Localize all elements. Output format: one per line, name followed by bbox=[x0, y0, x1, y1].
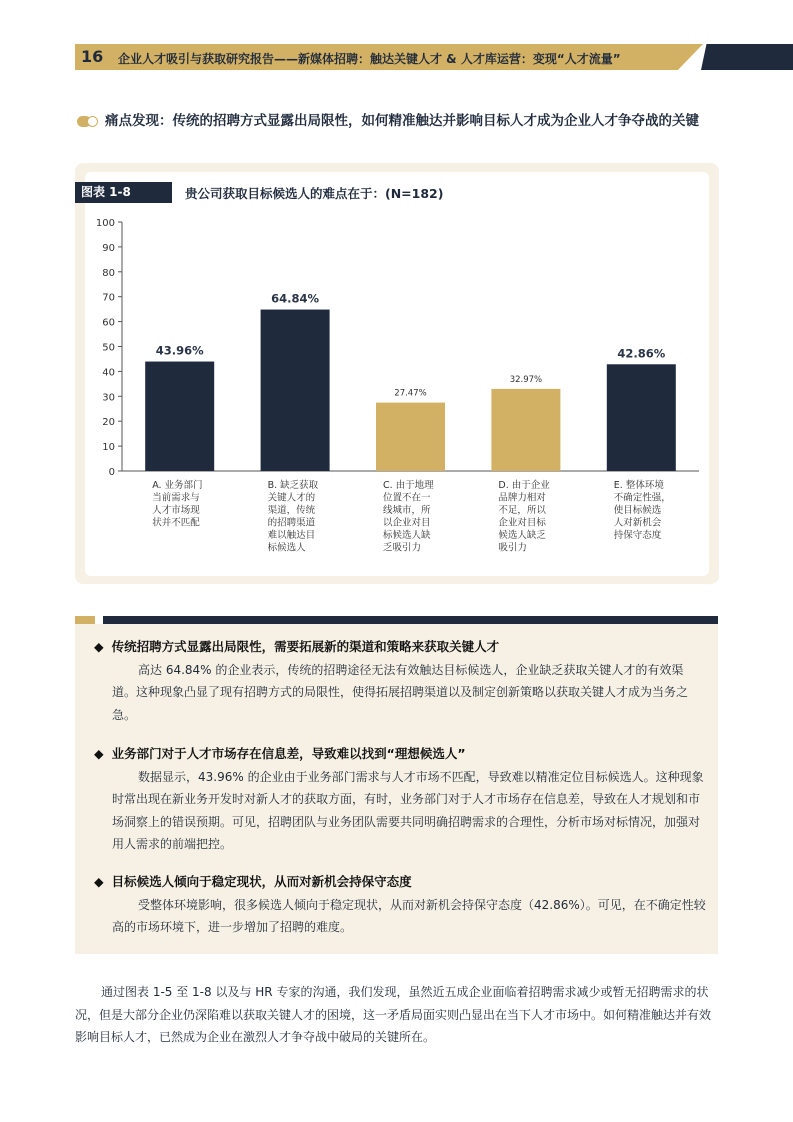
y-tick-label: 80 bbox=[102, 267, 115, 279]
bar-5 bbox=[607, 364, 676, 471]
data-label-1: 43.96% bbox=[155, 343, 204, 358]
bar-1 bbox=[145, 362, 214, 471]
category-label-3: 标候选人缺 bbox=[383, 530, 431, 541]
category-label-4: 候选人缺乏 bbox=[498, 530, 546, 541]
category-label-5: E. 整体环境 bbox=[613, 480, 664, 491]
category-label-1: 人才市场现 bbox=[152, 505, 200, 516]
category-label-2: B. 缺乏获取 bbox=[267, 480, 319, 491]
section-bar-dark bbox=[103, 616, 718, 624]
data-label-5: 42.86% bbox=[617, 346, 666, 361]
category-label-2: 难以触达目 bbox=[267, 530, 316, 541]
category-label-4: 企业对目标 bbox=[498, 517, 546, 529]
category-label-5: 持保守态度 bbox=[613, 530, 662, 541]
y-tick-label: 20 bbox=[102, 417, 115, 429]
diamond-bullet-icon: ◆ bbox=[94, 874, 104, 889]
category-label-1: 状并不匹配 bbox=[152, 517, 200, 529]
category-label-2: 渠道，传统 bbox=[267, 505, 316, 516]
header-accent bbox=[701, 44, 793, 70]
category-label-5: 使目标候选 bbox=[613, 505, 662, 516]
finding-3-title: 目标候选人倾向于稳定现状，从而对新机会持保守态度 bbox=[111, 874, 412, 889]
y-tick-label: 50 bbox=[102, 342, 115, 354]
y-tick-label: 40 bbox=[102, 367, 115, 379]
category-label-3: 以企业对目 bbox=[383, 517, 431, 529]
category-label-2: 标候选人 bbox=[267, 542, 306, 554]
finding-1-body: 高达 64.84% 的企业表示，传统的招聘途径无法有效触达目标候选人，企业缺乏获取关键人才的有效渠道。这种现象凸显了现有招聘方式的局限性，使得拓展招聘渠道以及制定创新策略以获取关键人才成为当务之急。 bbox=[112, 662, 689, 722]
finding-3 bbox=[94, 871, 706, 939]
figure-title: 贵公司获取目标候选人的难点在于：(N=182) bbox=[185, 186, 444, 201]
pain-point-heading bbox=[77, 110, 719, 132]
category-label-3: 乏吸引力 bbox=[383, 542, 422, 554]
category-label-4: 吸引力 bbox=[498, 542, 527, 554]
header-title: 企业人才吸引与获取研究报告——新媒体招聘：触达关键人才 & 人才库运营：变现“人才流量” bbox=[118, 52, 621, 66]
section-bar-gold bbox=[75, 616, 95, 624]
category-label-5: 不确定性强， bbox=[613, 492, 671, 504]
category-label-5: 人对新机会 bbox=[613, 517, 662, 529]
page-number: 16 bbox=[81, 47, 104, 66]
category-label-3: 线城市，所 bbox=[383, 505, 431, 516]
data-label-4: 32.97% bbox=[509, 374, 543, 385]
diamond-bullet-icon: ◆ bbox=[94, 639, 104, 654]
y-tick-label: 70 bbox=[102, 292, 115, 304]
data-label-3: 27.47% bbox=[394, 388, 427, 399]
finding-3-body: 受整体环境影响，很多候选人倾向于稳定现状，从而对新机会持保守态度（42.86%）。可见，在不确定性较高的市场环境下，进一步增加了招聘的难度。 bbox=[112, 897, 706, 934]
figure-label: 图表 1-8 bbox=[75, 182, 172, 203]
category-label-1: 当前需求与 bbox=[152, 492, 200, 504]
category-label-3: 位置不在一 bbox=[383, 492, 431, 504]
category-label-4: D. 由于企业 bbox=[498, 480, 550, 491]
y-tick-label: 60 bbox=[102, 317, 115, 329]
diamond-bullet-icon: ◆ bbox=[94, 746, 104, 761]
finding-2-body: 数据显示，43.96% 的企业由于业务部门需求与人才市场不匹配，导致难以精准定位目标候选人。这种现象时常出现在新业务开发时对新人才的获取方面，有时，业务部门对于人才市场存在信息差，导致在人才规划和市场洞察上的错误预期。可见，招聘团队与业务团队需要共同明确招聘需求的合理性，分析市场对标情况，加强对用人需求的前端把控。 bbox=[112, 769, 704, 851]
closing-paragraph: 通过图表 1-5 至 1-8 以及与 HR 专家的沟通，我们发现，虽然近五成企业面临着招聘需求减少或暂无招聘需求的状况，但是大部分企业仍深陷难以获取关键人才的困境，这一矛盾局面实则凸显出在当下人才市场中。如何精准触达并有效影响目标人才，已然成为企业在激烈人才争夺战中破局的关键所在。 bbox=[75, 985, 712, 1044]
toggle-icon bbox=[77, 116, 99, 127]
y-tick-label: 0 bbox=[108, 467, 115, 478]
y-tick-label: 10 bbox=[102, 442, 115, 454]
bar-3 bbox=[376, 403, 445, 471]
finding-2 bbox=[94, 743, 706, 856]
category-label-2: 的招聘渠道 bbox=[267, 517, 316, 529]
data-label-2: 64.84% bbox=[271, 291, 320, 306]
bar-chart bbox=[85, 205, 705, 580]
finding-1-title: 传统招聘方式显露出局限性，需要拓展新的渠道和策略来获取关键人才 bbox=[111, 639, 500, 654]
finding-2-title: 业务部门对于人才市场存在信息差，导致难以找到“理想候选人” bbox=[111, 746, 466, 761]
category-label-4: 不足，所以 bbox=[498, 505, 546, 516]
y-tick-label: 100 bbox=[95, 218, 115, 229]
bar-4 bbox=[491, 389, 560, 471]
category-label-2: 关键人才的 bbox=[267, 492, 316, 504]
y-tick-label: 30 bbox=[102, 392, 115, 404]
pain-point-text: 痛点发现：传统的招聘方式显露出局限性，如何精准触达并影响目标人才成为企业人才争夺战的关键 bbox=[105, 113, 699, 129]
finding-1 bbox=[94, 636, 706, 726]
y-tick-label: 90 bbox=[102, 242, 115, 254]
category-label-4: 品牌力相对 bbox=[498, 492, 546, 504]
category-label-3: C. 由于地理 bbox=[383, 480, 434, 491]
bar-2 bbox=[261, 310, 330, 471]
category-label-1: A. 业务部门 bbox=[152, 480, 203, 491]
